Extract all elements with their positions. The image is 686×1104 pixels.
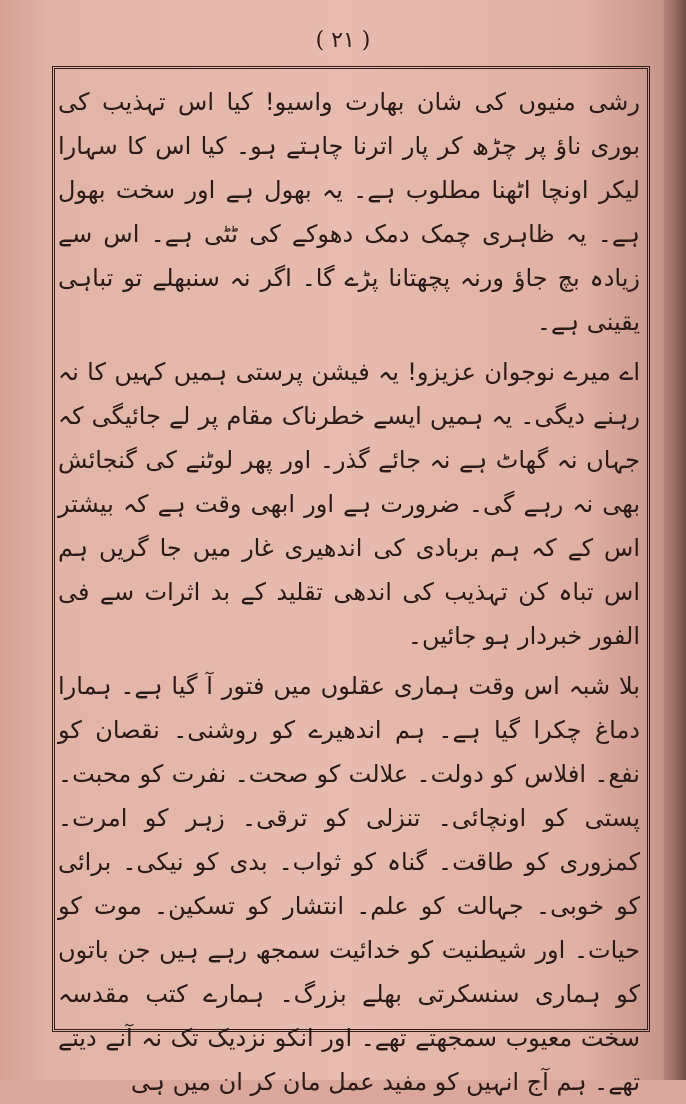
paragraph-3: بلا شبہ اس وقت ہماری عقلوں میں فتور آ گیا ہے۔ ہمارا دماغ چکرا گیا ہے۔ ہم اندھیرے کو روشنی۔ نقصان کو نفع۔ افلاس کو دولت۔ علالت کو صحت۔ نفرت کو محبت۔ پستی کو اونچائی۔ تنزلی کو ترقی۔ زہر کو امرت۔ کمزوری کو طاقت۔ گناہ کو ثواب۔ بدی کو نیکی۔ برائی کو خوبی۔ جہالت کو علم۔ انتشار کو تسکین۔ موت کو حیات۔ اور شیطنیت کو خدائیت سمجھ رہے ہیں جن باتوں کو ہماری سنسکرتی بھلے بزرگ۔ ہمارے کتب مقدسہ سخت معیوب سمجھتے تھے۔ اور انکو نزدیک تک نہ آنے دیتے تھے۔ ہم آج انہیں کو مفید عمل مان کر ان میں ہی (58, 672, 640, 1096)
page-text-body (58, 80, 640, 1096)
page-edge-shadow (664, 0, 686, 1080)
paragraph-2: اے میرے نوجوان عزیزو! یہ فیشن پرستی ہمیں کہیں کا نہ رہنے دیگی۔ یہ ہمیں ایسے خطرناک مقام پر لے جائیگی کہ جہاں نہ گھاٹ ہے نہ جائے گذر۔ اور پھر لوٹنے کی گنجائش بھی نہ رہے گی۔ ضرورت ہے اور ابھی وقت ہے کہ بیشتر اس کے کہ ہم بربادی کی اندھیری غار میں جا گریں ہم اس تباہ کن تہذیب کی اندھی تقلید کے بد اثرات سے فی الفور خبردار ہو جائیں۔ (58, 358, 640, 650)
page-number: ( ۲۱ ) (315, 28, 371, 53)
paragraph-1: رشی منیوں کی شان بھارت واسیو! کیا اس تہذیب کی بوری ناؤ پر چڑھ کر پار اترنا چاہتے ہو۔ کیا اس کا سہارا لیکر اونچا اٹھنا مطلوب ہے۔ یہ بھول ہے اور سخت بھول ہے۔ یہ ظاہری چمک دمک دھوکے کی ٹٹی ہے۔ اس سے زیادہ بچ جاؤ ورنہ پچھتانا پڑے گا۔ اگر نہ سنبھلے تو تباہی یقینی ہے۔ (58, 88, 640, 336)
